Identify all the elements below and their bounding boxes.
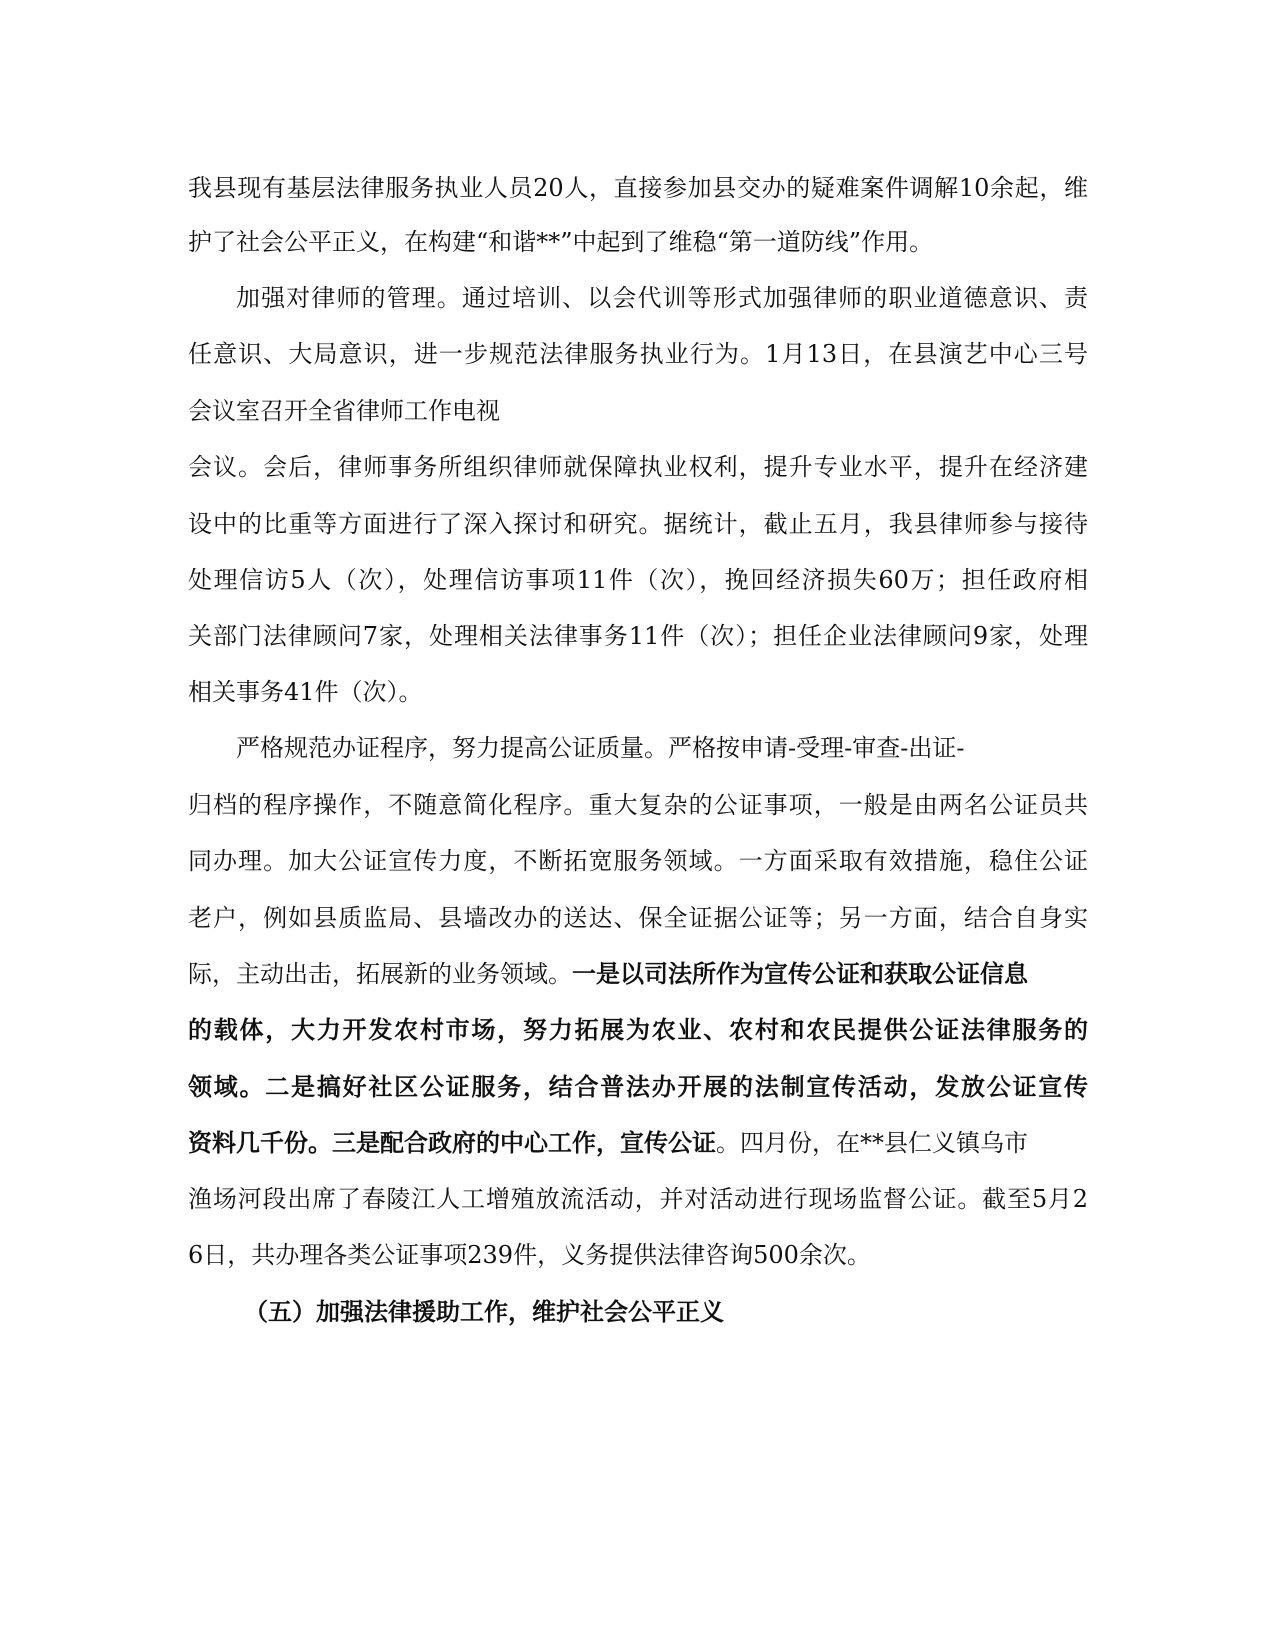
paragraph-line: 老户，例如县质监局、县墙改办的送达、保全证据公证等；另一方面，结合自身实: [188, 904, 1088, 932]
paragraph-line: 任意识、大局意识，进一步规范法律服务执业行为。1月13日，在县演艺中心三号: [188, 340, 1088, 368]
paragraph-line-bold: 的载体，大力开发农村市场，努力拓展为农业、农村和农民提供公证法律服务的: [188, 1015, 1088, 1044]
bold-text: 一是以司法所作为宣传公证和获取公证信息: [572, 959, 1028, 988]
paragraph-line: 严格规范办证程序，努力提高公证质量。严格按申请-受理-审查-出证-: [236, 734, 965, 762]
paragraph-line: 会议。会后，律师事务所组织律师就保障执业权利，提升专业水平，提升在经济建: [188, 453, 1088, 481]
paragraph-line-mixed: [188, 959, 1088, 989]
bold-text: 资料几千份。三是配合政府的中心工作，宣传公证: [188, 1128, 716, 1157]
paragraph-line: 关部门法律顾问7家，处理相关法律事务11件（次）；担任企业法律顾问9家，处理: [188, 622, 1088, 650]
paragraph-line: 我县现有基层法律服务执业人员20人，直接参加县交办的疑难案件调解10余起，维: [188, 174, 1088, 202]
section-heading: （五）加强法律援助工作，维护社会公平正义: [244, 1297, 724, 1326]
paragraph-line: 归档的程序操作，不随意简化程序。重大复杂的公证事项，一般是由两名公证员共: [188, 791, 1088, 819]
paragraph-line: 相关事务41件（次）。: [188, 678, 423, 706]
paragraph-line: 6日，共办理各类公证事项239件，义务提供法律咨询500余次。: [188, 1241, 871, 1269]
plain-text: 。四月份，在**县仁义镇乌市: [716, 1129, 1028, 1157]
paragraph-line: 护了社会公平正义，在构建“和谐**”中起到了维稳“第一道防线”作用。: [188, 228, 934, 256]
paragraph-line: 渔场河段出席了春陵江人工增殖放流活动，并对活动进行现场监督公证。截至5月2: [188, 1185, 1088, 1213]
paragraph-line-bold: 领域。二是搞好社区公证服务，结合普法办开展的法制宣传活动，发放公证宣传: [188, 1072, 1088, 1101]
paragraph-line: 设中的比重等方面进行了深入探讨和研究。据统计，截止五月，我县律师参与接待: [188, 510, 1088, 538]
paragraph-line: 处理信访5人（次），处理信访事项11件（次），挽回经济损失60万；担任政府相: [188, 566, 1088, 594]
paragraph-line: 加强对律师的管理。通过培训、以会代训等形式加强律师的职业道德意识、责: [236, 284, 1088, 312]
paragraph-line: 同办理。加大公证宣传力度，不断拓宽服务领域。一方面采取有效措施，稳住公证: [188, 847, 1088, 875]
paragraph-line-mixed: [188, 1128, 1088, 1158]
paragraph-line: 会议室召开全省律师工作电视: [188, 397, 500, 425]
plain-text: 际，主动出击，拓展新的业务领域。: [188, 960, 572, 988]
